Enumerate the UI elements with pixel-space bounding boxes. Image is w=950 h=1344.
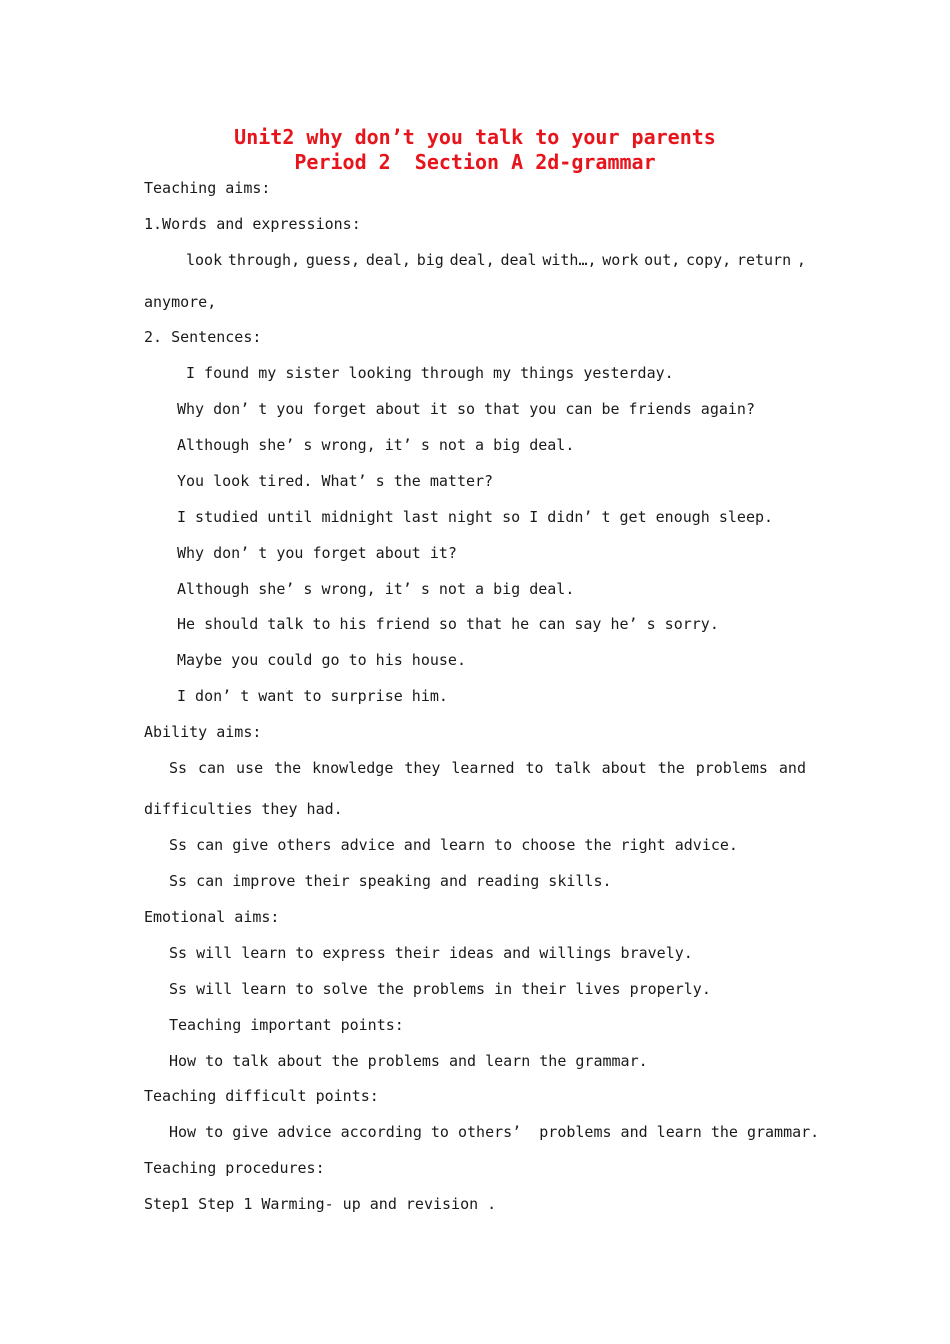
ability-item: Ss can give others advice and learn to choose the right advice.: [169, 836, 738, 854]
sentence-item: Why don’ t you forget about it so that you can be friends again?: [177, 400, 755, 418]
words-heading: 1.Words and expressions:: [144, 215, 361, 233]
word-token: and: [778, 759, 806, 777]
word-token: return: [736, 251, 792, 269]
ability-item: Ss can improve their speaking and reading skills.: [169, 872, 612, 890]
word-token: Ss: [169, 759, 188, 777]
procedure-step-1: Step1 Step 1 Warming- up and revision .: [144, 1195, 497, 1213]
document-title-line1: Unit2 why don’t you talk to your parents: [234, 125, 716, 149]
word-token: talk: [554, 759, 591, 777]
word-token: deal: [500, 251, 537, 269]
word-token: they: [404, 759, 441, 777]
word-token: can: [198, 759, 226, 777]
sentence-item: Although she’ s wrong, it’ s not a big deal.: [177, 580, 575, 598]
procedures-heading: Teaching procedures:: [144, 1159, 325, 1177]
word-token: with…,: [542, 251, 597, 269]
sentence-item: I found my sister looking through my things yesterday.: [186, 364, 674, 382]
sentence-item: Although she’ s wrong, it’ s not a big deal.: [177, 436, 575, 454]
sentence-item: I don’ t want to surprise him.: [177, 687, 448, 705]
word-token: about: [601, 759, 647, 777]
word-token: learned: [451, 759, 515, 777]
word-token: copy,: [686, 251, 732, 269]
document-title-line2: Period 2 Section A 2d-grammar: [294, 150, 656, 174]
important-points-text: How to talk about the problems and learn the grammar.: [169, 1052, 648, 1070]
word-token: deal,: [365, 251, 411, 269]
ability-item-line1: [169, 758, 806, 778]
word-token: deal,: [449, 251, 495, 269]
word-token: look: [186, 251, 223, 269]
teaching-aims-heading: Teaching aims:: [144, 179, 271, 197]
sentence-item: Maybe you could go to his house.: [177, 651, 466, 669]
sentences-heading: 2. Sentences:: [144, 328, 262, 346]
word-token: through,: [227, 251, 301, 269]
difficult-points-text: How to give advice according to others’ problems and learn the grammar.: [169, 1123, 820, 1141]
difficult-points-heading: Teaching difficult points:: [144, 1087, 379, 1105]
word-token: work: [602, 251, 639, 269]
emotional-item: Ss will learn to express their ideas and willings bravely.: [169, 944, 693, 962]
word-token: big: [416, 251, 444, 269]
sentence-item: I studied until midnight last night so I didn’ t get enough sleep.: [177, 508, 774, 526]
emotional-item: Ss will learn to solve the problems in their lives properly.: [169, 980, 711, 998]
word-token: to: [525, 759, 544, 777]
ability-aims-heading: Ability aims:: [144, 723, 262, 741]
word-token: use: [236, 759, 264, 777]
emotional-aims-heading: Emotional aims:: [144, 908, 280, 926]
important-points-heading: Teaching important points:: [169, 1016, 404, 1034]
word-token: the: [274, 759, 302, 777]
word-token: knowledge: [312, 759, 394, 777]
words-list-line2: anymore,: [144, 293, 217, 311]
ability-item-line2: difficulties they had.: [144, 800, 343, 818]
sentence-item: Why don’ t you forget about it?: [177, 544, 457, 562]
word-token: the: [657, 759, 685, 777]
words-list-line1: [186, 250, 806, 270]
word-token: out,: [644, 251, 681, 269]
word-token: guess,: [305, 251, 361, 269]
sentence-item: He should talk to his friend so that he can say he’ s sorry.: [177, 615, 719, 633]
word-token: ,: [796, 251, 806, 269]
sentence-item: You look tired. What’ s the matter?: [177, 472, 494, 490]
word-token: problems: [695, 759, 768, 777]
